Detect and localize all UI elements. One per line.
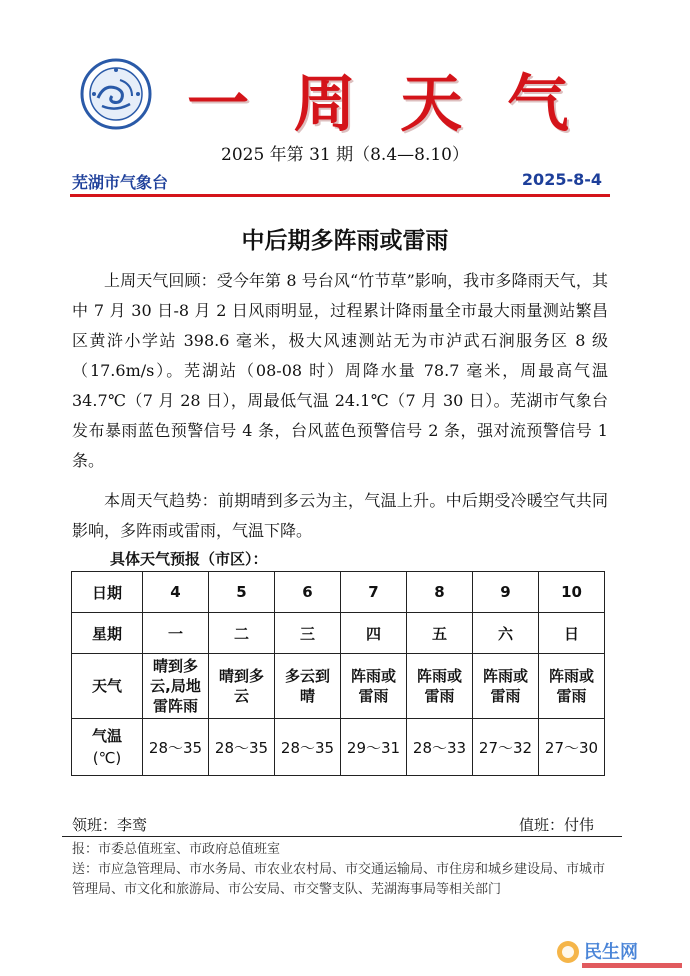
table-row-temperature [72, 719, 605, 776]
row-label-date: 日期 [72, 572, 143, 613]
weather-text: 阵雨或雷雨 [416, 667, 462, 705]
issue-number: 2025 年第 31 期（8.4—8.10） [221, 145, 469, 165]
weekday-cell: 二 [209, 613, 275, 654]
weather-cell [473, 654, 539, 719]
weather-text: 晴到多云,局地雷阵雨 [150, 657, 201, 715]
date-cell: 6 [275, 572, 341, 613]
leader-signature: 领班：李鸾 [72, 816, 148, 834]
temp-cell: 27～32 [473, 719, 539, 776]
row-label-weather: 天气 [72, 654, 143, 719]
table-row-date [72, 572, 605, 613]
cma-logo-icon [80, 58, 152, 130]
row-label-weekday: 星期 [72, 613, 143, 654]
weather-text: 晴到多云 [218, 667, 264, 705]
temp-cell: 28～35 [209, 719, 275, 776]
weather-cell [407, 654, 473, 719]
header-divider [70, 194, 610, 197]
date-cell: 7 [341, 572, 407, 613]
temp-cell: 28～35 [143, 719, 209, 776]
weather-text: 多云到晴 [284, 667, 330, 705]
weather-cell [341, 654, 407, 719]
weather-text: 阵雨或雷雨 [548, 667, 594, 705]
weekday-cell: 三 [275, 613, 341, 654]
date-cell: 8 [407, 572, 473, 613]
weather-trend-paragraph: 本周天气趋势：前期晴到多云为主，气温上升。中后期受冷暖空气共同影响，多阵雨或雷雨，气温下降。 [72, 491, 608, 540]
cc-recipients: 送：市应急管理局、市水务局、市农业农村局、市交通运输局、市住房和城乡建设局、市城市管理局、市文化和旅游局、市公安局、市交警支队、芜湖海事局等相关部门 [72, 862, 606, 897]
duty-signature: 值班：付伟 [518, 816, 594, 834]
title-char: 天 [400, 66, 463, 140]
weather-cell [539, 654, 605, 719]
weather-text: 阵雨或雷雨 [482, 667, 528, 705]
table-row-weekday [72, 613, 605, 654]
report-recipients: 报：市委总值班室、市政府总值班室 [72, 842, 281, 857]
weather-cell [143, 654, 209, 719]
weekday-cell: 六 [473, 613, 539, 654]
weekday-cell: 日 [539, 613, 605, 654]
footer-divider [62, 836, 622, 837]
date-cell: 9 [473, 572, 539, 613]
weather-review-paragraph: 上周天气回顾：受今年第 8 号台风“竹节草”影响，我市多降雨天气，其中 7 月 30 日-8 月 2 日风雨明显，过程累计降雨量全市最大雨量测站繁昌区黄浒小学站 398.6 毫米，极大风速测站无为市泸武石涧服务区 8 级（17.6m/s）。芜湖站（08-08 时）周降水量 78.7 毫米，周最高气温 34.7℃（7 月 28 日），周最低气温 24.1℃（7 月 30 日）。芜湖市气象台发布暴雨蓝色预警信号 4 条，台风蓝色预警信号 2 条，强对流预警信号 1 条。 [72, 271, 608, 470]
date-cell: 10 [539, 572, 605, 613]
minsheng-watermark-logo [554, 936, 684, 970]
main-title [178, 58, 578, 138]
publish-date: 2025-8-4 [521, 170, 602, 189]
weather-cell [275, 654, 341, 719]
organization-name: 芜湖市气象台 [72, 173, 169, 192]
weekday-cell: 四 [341, 613, 407, 654]
weekday-cell: 五 [407, 613, 473, 654]
date-cell: 5 [209, 572, 275, 613]
forecast-caption: 具体天气预报（市区）： [110, 550, 268, 568]
weather-text: 阵雨或雷雨 [350, 667, 396, 705]
svg-text:民生网: 民生网 [584, 942, 638, 963]
title-char: 一 [186, 66, 249, 140]
date-cell: 4 [143, 572, 209, 613]
weather-cell [209, 654, 275, 719]
temp-cell: 28～35 [275, 719, 341, 776]
headline: 中后期多阵雨或雷雨 [241, 228, 449, 254]
title-char: 气 [506, 66, 569, 140]
temp-cell: 27～30 [539, 719, 605, 776]
table-row-weather [72, 654, 605, 719]
temp-cell: 28～33 [407, 719, 473, 776]
weekday-cell: 一 [143, 613, 209, 654]
forecast-table [71, 571, 605, 776]
row-label-temp-line2: (℃) [92, 749, 122, 767]
title-char: 周 [293, 66, 356, 140]
temp-cell: 29～31 [341, 719, 407, 776]
row-label-temperature [72, 719, 143, 776]
row-label-temp-line1: 气温 [91, 727, 122, 745]
